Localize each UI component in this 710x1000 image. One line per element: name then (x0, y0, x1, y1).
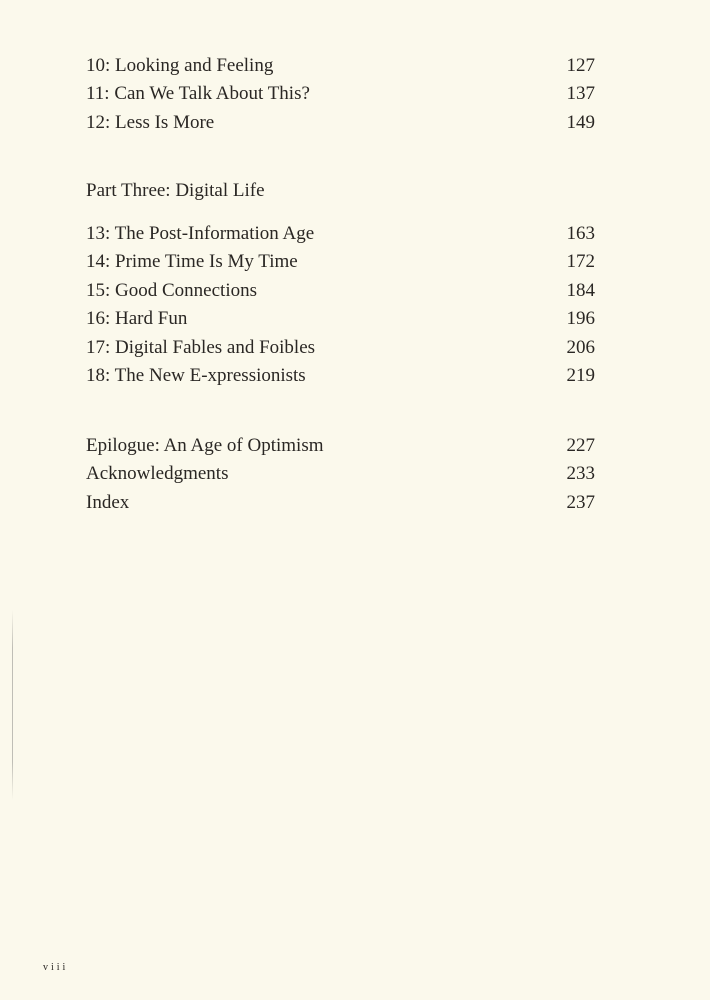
toc-entry (0, 277, 710, 305)
toc-entry (0, 248, 710, 276)
toc-entry (0, 460, 710, 488)
toc-entry-title: 10: Looking and Feeling (86, 55, 274, 76)
toc-entry-title: 17: Digital Fables and Foibles (86, 336, 316, 358)
toc-entry (0, 52, 710, 80)
part-three-entries (0, 220, 710, 390)
toc-entry-title: Index (86, 491, 130, 513)
toc-entry-page: 137 (566, 83, 595, 105)
toc-entry-title: Acknowledgments (86, 463, 229, 485)
toc-entry-title: 15: Good Connections (86, 279, 257, 301)
toc-entry-title: 14: Prime Time Is My Time (86, 251, 298, 273)
toc-entry-title: 18: The New E-xpressionists (86, 364, 306, 386)
toc-entry-page: 206 (566, 336, 595, 358)
toc-entry-title: 13: The Post-Information Age (86, 223, 315, 244)
toc-entry (0, 334, 710, 362)
toc-entry-page: 196 (566, 308, 595, 330)
toc-entry (0, 362, 710, 390)
toc-entry-title: 11: Can We Talk About This? (86, 83, 310, 105)
toc-entry-page: 233 (566, 463, 595, 485)
toc-entry (0, 109, 710, 137)
folio: viii (43, 962, 69, 973)
part-three-heading: Part Three: Digital Life (86, 180, 265, 201)
part-two-entries (0, 52, 710, 137)
toc-entry (0, 432, 710, 460)
toc-entry-title: Epilogue: An Age of Optimism (86, 435, 324, 456)
toc-entry-title: 16: Hard Fun (86, 308, 188, 330)
toc-entry-page: 172 (566, 251, 595, 273)
toc-entry-page: 237 (566, 491, 595, 513)
toc-entry-title: 12: Less Is More (86, 111, 215, 133)
toc-entry (0, 220, 710, 248)
back-matter-entries (0, 432, 710, 517)
toc-entry (0, 489, 710, 517)
toc-entry (0, 80, 710, 108)
toc-entry-page: 127 (566, 55, 595, 76)
toc-entry-page: 184 (566, 279, 595, 301)
toc-entry-page: 219 (566, 364, 595, 386)
toc-entry-page: 163 (566, 223, 595, 244)
page-edge-mark (12, 610, 13, 800)
toc-entry (0, 305, 710, 333)
toc-entry-page: 149 (566, 111, 595, 133)
toc-entry-page: 227 (566, 435, 595, 456)
